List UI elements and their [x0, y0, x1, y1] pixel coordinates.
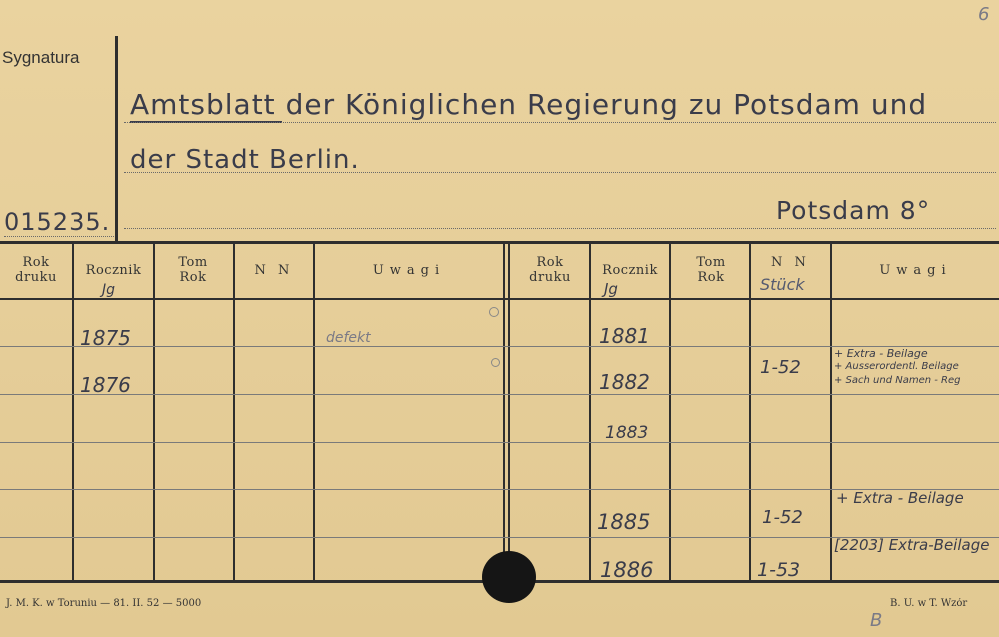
- right-rocznik-1882: 1882: [599, 370, 650, 394]
- col-divider: [749, 244, 751, 580]
- row-line: [0, 394, 999, 395]
- col-header-nn: N N: [254, 263, 294, 278]
- place-dotted-line: [124, 228, 996, 229]
- col-divider: [153, 244, 155, 580]
- col-header-rok-druku: Rok druku: [15, 255, 57, 285]
- col-header-tom-rok: Tom Rok: [178, 255, 208, 285]
- punch-hole: [482, 551, 536, 603]
- footer-printer: J. M. K. w Toruniu — 81. II. 52 — 5000: [6, 598, 202, 609]
- title-line-2: der Stadt Berlin.: [130, 145, 360, 175]
- right-nn-1886: 1-53: [757, 559, 801, 581]
- left-rocznik-1875: 1875: [80, 326, 131, 350]
- right-uwagi-1882-c: + Sach und Namen - Reg: [834, 375, 961, 386]
- footer-publisher: B. U. w T. Wzór: [890, 598, 968, 609]
- col-divider: [669, 244, 671, 580]
- left-uwagi-defekt: defekt: [326, 330, 371, 346]
- title-dotted-line-1: [124, 122, 996, 123]
- left-rocznik-note: Jg: [102, 282, 116, 298]
- right-uwagi-1886: [2203] Extra-Beilage: [834, 536, 990, 554]
- col-divider: [72, 244, 74, 580]
- title-dotted-line-2: [124, 172, 996, 173]
- ring-mark: [489, 307, 499, 317]
- title-line-1: Amtsblatt der Königlichen Regierung zu Potsdam und: [130, 88, 928, 121]
- col-header-tom-rok: Tom Rok: [696, 255, 726, 285]
- right-nn-1885: 1-52: [762, 507, 803, 528]
- col-divider: [830, 244, 832, 580]
- signature-divider: [115, 36, 118, 242]
- left-rocznik-1876: 1876: [80, 373, 131, 397]
- right-rocznik-note: Jg: [604, 280, 618, 298]
- table-top-border: [0, 241, 999, 244]
- right-rocznik-1881: 1881: [599, 324, 650, 348]
- row-line: [0, 442, 999, 443]
- center-divider: [508, 244, 510, 580]
- right-uwagi-1882-b: + Ausserordentl. Beilage: [834, 361, 959, 372]
- corner-mark-bottom: B: [870, 610, 883, 631]
- right-rocznik-1885: 1885: [597, 510, 651, 534]
- sygnatura-label: Sygnatura: [2, 48, 80, 67]
- ring-mark: [491, 358, 500, 367]
- col-header-rok-druku: Rok druku: [529, 255, 571, 285]
- col-header-nn: N N: [771, 255, 810, 270]
- right-nn-note: Stück: [760, 275, 805, 294]
- col-divider: [589, 244, 591, 580]
- col-divider: [233, 244, 235, 580]
- col-header-rocznik: Rocznik: [85, 263, 142, 278]
- signature-dotted-line: [4, 236, 114, 237]
- center-divider: [503, 244, 505, 580]
- place-format: Potsdam 8°: [776, 196, 931, 225]
- signature-number: 015235.: [4, 208, 111, 236]
- header-bottom-border: [0, 298, 999, 300]
- right-uwagi-1885: + Extra - Beilage: [836, 489, 964, 507]
- col-divider: [313, 244, 315, 580]
- col-header-rocznik: Rocznik: [602, 263, 658, 278]
- right-rocznik-1886: 1886: [600, 558, 654, 582]
- right-uwagi-1882-a: + Extra - Beilage: [834, 347, 928, 360]
- col-header-uwagi: Uwagi: [879, 263, 952, 278]
- col-header-uwagi: Uwagi: [372, 263, 446, 278]
- corner-mark-top: 6: [978, 4, 990, 25]
- right-nn-1882: 1-52: [760, 357, 801, 378]
- right-rocznik-1883: 1883: [605, 423, 649, 443]
